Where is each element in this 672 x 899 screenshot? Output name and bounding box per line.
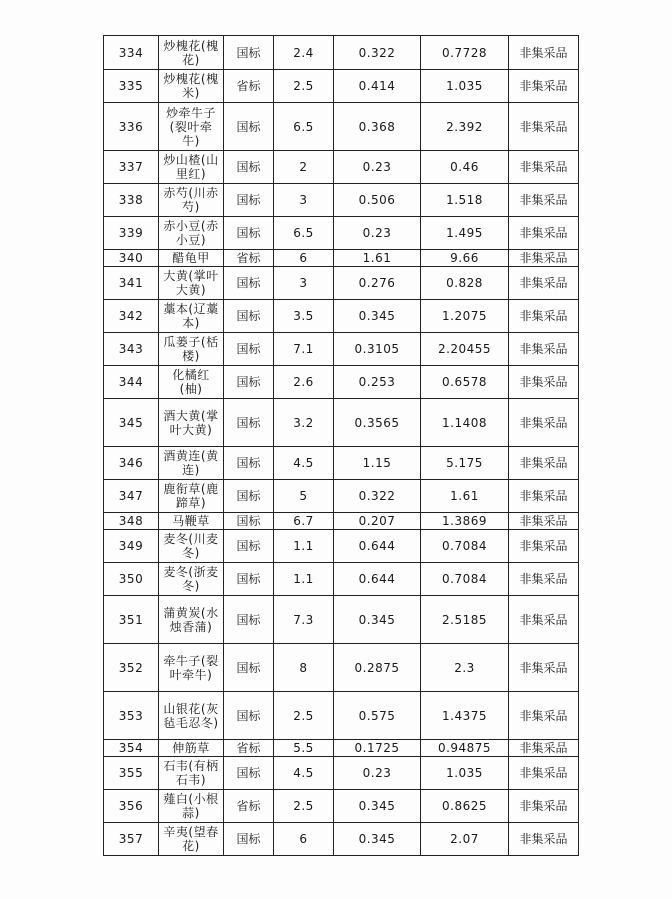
- value-1-cell: 5.5: [274, 740, 334, 757]
- value-3-cell: 0.828: [421, 267, 509, 300]
- value-2-cell: 0.575: [334, 692, 421, 740]
- value-1-cell: 3: [274, 184, 334, 217]
- category-cell: 非集采品: [509, 513, 579, 530]
- value-1-cell: 3.5: [274, 300, 334, 333]
- value-1-cell: 6: [274, 823, 334, 856]
- standard-cell: 国标: [224, 757, 274, 790]
- standard-cell: 国标: [224, 184, 274, 217]
- row-number-cell: 354: [104, 740, 159, 757]
- row-number-cell: 355: [104, 757, 159, 790]
- value-1-cell: 4.5: [274, 447, 334, 480]
- table-row: [104, 151, 579, 184]
- value-3-cell: 1.2075: [421, 300, 509, 333]
- category-cell: 非集采品: [509, 333, 579, 366]
- value-3-cell: 2.3: [421, 644, 509, 692]
- standard-cell: 国标: [224, 692, 274, 740]
- standard-cell: 省标: [224, 740, 274, 757]
- herb-name-cell: 伸筋草: [159, 740, 224, 757]
- herb-name-cell: 牵牛子(裂叶牵牛): [159, 644, 224, 692]
- category-cell: 非集采品: [509, 366, 579, 399]
- standard-cell: 省标: [224, 250, 274, 267]
- table-row: [104, 513, 579, 530]
- category-cell: 非集采品: [509, 790, 579, 823]
- row-number-cell: 356: [104, 790, 159, 823]
- row-number-cell: 357: [104, 823, 159, 856]
- standard-cell: 国标: [224, 399, 274, 447]
- standard-cell: 国标: [224, 267, 274, 300]
- value-3-cell: 2.5185: [421, 596, 509, 644]
- row-number-cell: 353: [104, 692, 159, 740]
- value-1-cell: 4.5: [274, 757, 334, 790]
- table-row: [104, 757, 579, 790]
- value-3-cell: 0.7084: [421, 530, 509, 563]
- value-3-cell: 2.392: [421, 103, 509, 151]
- standard-cell: 国标: [224, 530, 274, 563]
- value-2-cell: 0.23: [334, 757, 421, 790]
- herb-name-cell: 山银花(灰毡毛忍冬): [159, 692, 224, 740]
- row-number-cell: 345: [104, 399, 159, 447]
- category-cell: 非集采品: [509, 217, 579, 250]
- row-number-cell: 335: [104, 70, 159, 103]
- standard-cell: 国标: [224, 480, 274, 513]
- table-row: [104, 333, 579, 366]
- row-number-cell: 351: [104, 596, 159, 644]
- row-number-cell: 344: [104, 366, 159, 399]
- value-2-cell: 0.207: [334, 513, 421, 530]
- row-number-cell: 349: [104, 530, 159, 563]
- category-cell: 非集采品: [509, 103, 579, 151]
- herb-name-cell: 炒山楂(山里红): [159, 151, 224, 184]
- value-1-cell: 6.7: [274, 513, 334, 530]
- value-2-cell: 0.345: [334, 790, 421, 823]
- standard-cell: 国标: [224, 151, 274, 184]
- herb-name-cell: 麦冬(浙麦冬): [159, 563, 224, 596]
- category-cell: 非集采品: [509, 70, 579, 103]
- row-number-cell: 339: [104, 217, 159, 250]
- herb-name-cell: 炒牵牛子(裂叶牵牛): [159, 103, 224, 151]
- row-number-cell: 350: [104, 563, 159, 596]
- value-2-cell: 0.506: [334, 184, 421, 217]
- value-3-cell: 0.94875: [421, 740, 509, 757]
- standard-cell: 国标: [224, 447, 274, 480]
- standard-cell: 国标: [224, 333, 274, 366]
- herb-name-cell: 瓜蒌子(栝楼): [159, 333, 224, 366]
- row-number-cell: 347: [104, 480, 159, 513]
- value-1-cell: 2.5: [274, 790, 334, 823]
- category-cell: 非集采品: [509, 757, 579, 790]
- value-1-cell: 1.1: [274, 563, 334, 596]
- table-row: [104, 596, 579, 644]
- standard-cell: 省标: [224, 70, 274, 103]
- value-3-cell: 1.495: [421, 217, 509, 250]
- value-3-cell: 1.3869: [421, 513, 509, 530]
- standard-cell: 省标: [224, 790, 274, 823]
- value-2-cell: 1.15: [334, 447, 421, 480]
- table-row: [104, 103, 579, 151]
- value-1-cell: 7.1: [274, 333, 334, 366]
- row-number-cell: 348: [104, 513, 159, 530]
- value-3-cell: 0.46: [421, 151, 509, 184]
- table-row: [104, 267, 579, 300]
- value-2-cell: 0.322: [334, 36, 421, 70]
- table-row: [104, 366, 579, 399]
- value-3-cell: 0.7084: [421, 563, 509, 596]
- herb-name-cell: 石韦(有柄石韦): [159, 757, 224, 790]
- row-number-cell: 337: [104, 151, 159, 184]
- value-3-cell: 5.175: [421, 447, 509, 480]
- value-2-cell: 0.644: [334, 563, 421, 596]
- herb-name-cell: 炒槐花(槐米): [159, 70, 224, 103]
- row-number-cell: 342: [104, 300, 159, 333]
- herb-price-table: [103, 35, 579, 856]
- value-2-cell: 0.345: [334, 596, 421, 644]
- value-3-cell: 1.035: [421, 757, 509, 790]
- category-cell: 非集采品: [509, 692, 579, 740]
- standard-cell: 国标: [224, 300, 274, 333]
- standard-cell: 国标: [224, 36, 274, 70]
- category-cell: 非集采品: [509, 184, 579, 217]
- table-row: [104, 36, 579, 70]
- value-3-cell: 9.66: [421, 250, 509, 267]
- value-1-cell: 2.4: [274, 36, 334, 70]
- category-cell: 非集采品: [509, 596, 579, 644]
- value-3-cell: 0.6578: [421, 366, 509, 399]
- category-cell: 非集采品: [509, 151, 579, 184]
- row-number-cell: 334: [104, 36, 159, 70]
- value-3-cell: 1.4375: [421, 692, 509, 740]
- category-cell: 非集采品: [509, 823, 579, 856]
- table-row: [104, 399, 579, 447]
- value-2-cell: 0.1725: [334, 740, 421, 757]
- value-1-cell: 2.5: [274, 692, 334, 740]
- herb-name-cell: 大黄(掌叶大黄): [159, 267, 224, 300]
- row-number-cell: 346: [104, 447, 159, 480]
- herb-name-cell: 辛夷(望春花): [159, 823, 224, 856]
- value-2-cell: 0.3105: [334, 333, 421, 366]
- value-1-cell: 3: [274, 267, 334, 300]
- table-row: [104, 70, 579, 103]
- standard-cell: 国标: [224, 823, 274, 856]
- category-cell: 非集采品: [509, 480, 579, 513]
- table-row: [104, 217, 579, 250]
- row-number-cell: 340: [104, 250, 159, 267]
- value-1-cell: 7.3: [274, 596, 334, 644]
- value-2-cell: 0.2875: [334, 644, 421, 692]
- value-1-cell: 2.5: [274, 70, 334, 103]
- value-1-cell: 6.5: [274, 103, 334, 151]
- row-number-cell: 336: [104, 103, 159, 151]
- category-cell: 非集采品: [509, 644, 579, 692]
- value-1-cell: 6: [274, 250, 334, 267]
- herb-name-cell: 麦冬(川麦冬): [159, 530, 224, 563]
- herb-name-cell: 炒槐花(槐花): [159, 36, 224, 70]
- table-row: [104, 250, 579, 267]
- standard-cell: 国标: [224, 217, 274, 250]
- table-row: [104, 447, 579, 480]
- value-3-cell: 1.035: [421, 70, 509, 103]
- value-2-cell: 0.414: [334, 70, 421, 103]
- table-row: [104, 823, 579, 856]
- herb-name-cell: 化橘红(柚): [159, 366, 224, 399]
- herb-name-cell: 鹿衔草(鹿蹄草): [159, 480, 224, 513]
- row-number-cell: 352: [104, 644, 159, 692]
- category-cell: 非集采品: [509, 447, 579, 480]
- table-row: [104, 530, 579, 563]
- table-body: [104, 36, 579, 856]
- category-cell: 非集采品: [509, 740, 579, 757]
- herb-name-cell: 酒大黄(掌叶大黄): [159, 399, 224, 447]
- row-number-cell: 338: [104, 184, 159, 217]
- value-2-cell: 0.276: [334, 267, 421, 300]
- value-2-cell: 0.368: [334, 103, 421, 151]
- value-2-cell: 0.23: [334, 151, 421, 184]
- value-2-cell: 0.23: [334, 217, 421, 250]
- value-2-cell: 0.253: [334, 366, 421, 399]
- row-number-cell: 341: [104, 267, 159, 300]
- standard-cell: 国标: [224, 366, 274, 399]
- table-row: [104, 644, 579, 692]
- category-cell: 非集采品: [509, 250, 579, 267]
- herb-name-cell: 醋龟甲: [159, 250, 224, 267]
- value-2-cell: 0.345: [334, 300, 421, 333]
- standard-cell: 国标: [224, 103, 274, 151]
- value-3-cell: 1.518: [421, 184, 509, 217]
- value-1-cell: 5: [274, 480, 334, 513]
- standard-cell: 国标: [224, 513, 274, 530]
- herb-name-cell: 赤芍(川赤芍): [159, 184, 224, 217]
- table-row: [104, 790, 579, 823]
- category-cell: 非集采品: [509, 267, 579, 300]
- herb-name-cell: 藁本(辽藁本): [159, 300, 224, 333]
- standard-cell: 国标: [224, 644, 274, 692]
- herb-name-cell: 赤小豆(赤小豆): [159, 217, 224, 250]
- value-1-cell: 2: [274, 151, 334, 184]
- value-3-cell: 0.7728: [421, 36, 509, 70]
- category-cell: 非集采品: [509, 530, 579, 563]
- value-2-cell: 0.3565: [334, 399, 421, 447]
- herb-name-cell: 薤白(小根蒜): [159, 790, 224, 823]
- value-1-cell: 8: [274, 644, 334, 692]
- standard-cell: 国标: [224, 563, 274, 596]
- value-1-cell: 6.5: [274, 217, 334, 250]
- table-row: [104, 740, 579, 757]
- value-3-cell: 2.20455: [421, 333, 509, 366]
- value-1-cell: 2.6: [274, 366, 334, 399]
- value-3-cell: 0.8625: [421, 790, 509, 823]
- category-cell: 非集采品: [509, 300, 579, 333]
- value-2-cell: 0.644: [334, 530, 421, 563]
- category-cell: 非集采品: [509, 36, 579, 70]
- value-2-cell: 0.345: [334, 823, 421, 856]
- table-row: [104, 300, 579, 333]
- value-3-cell: 2.07: [421, 823, 509, 856]
- table-row: [104, 563, 579, 596]
- value-3-cell: 1.61: [421, 480, 509, 513]
- value-1-cell: 3.2: [274, 399, 334, 447]
- table-row: [104, 480, 579, 513]
- row-number-cell: 343: [104, 333, 159, 366]
- herb-name-cell: 蒲黄炭(水烛香蒲): [159, 596, 224, 644]
- value-2-cell: 1.61: [334, 250, 421, 267]
- table-row: [104, 692, 579, 740]
- category-cell: 非集采品: [509, 563, 579, 596]
- value-2-cell: 0.322: [334, 480, 421, 513]
- herb-name-cell: 酒黄连(黄连): [159, 447, 224, 480]
- herb-name-cell: 马鞭草: [159, 513, 224, 530]
- standard-cell: 国标: [224, 596, 274, 644]
- value-3-cell: 1.1408: [421, 399, 509, 447]
- category-cell: 非集采品: [509, 399, 579, 447]
- value-1-cell: 1.1: [274, 530, 334, 563]
- table-row: [104, 184, 579, 217]
